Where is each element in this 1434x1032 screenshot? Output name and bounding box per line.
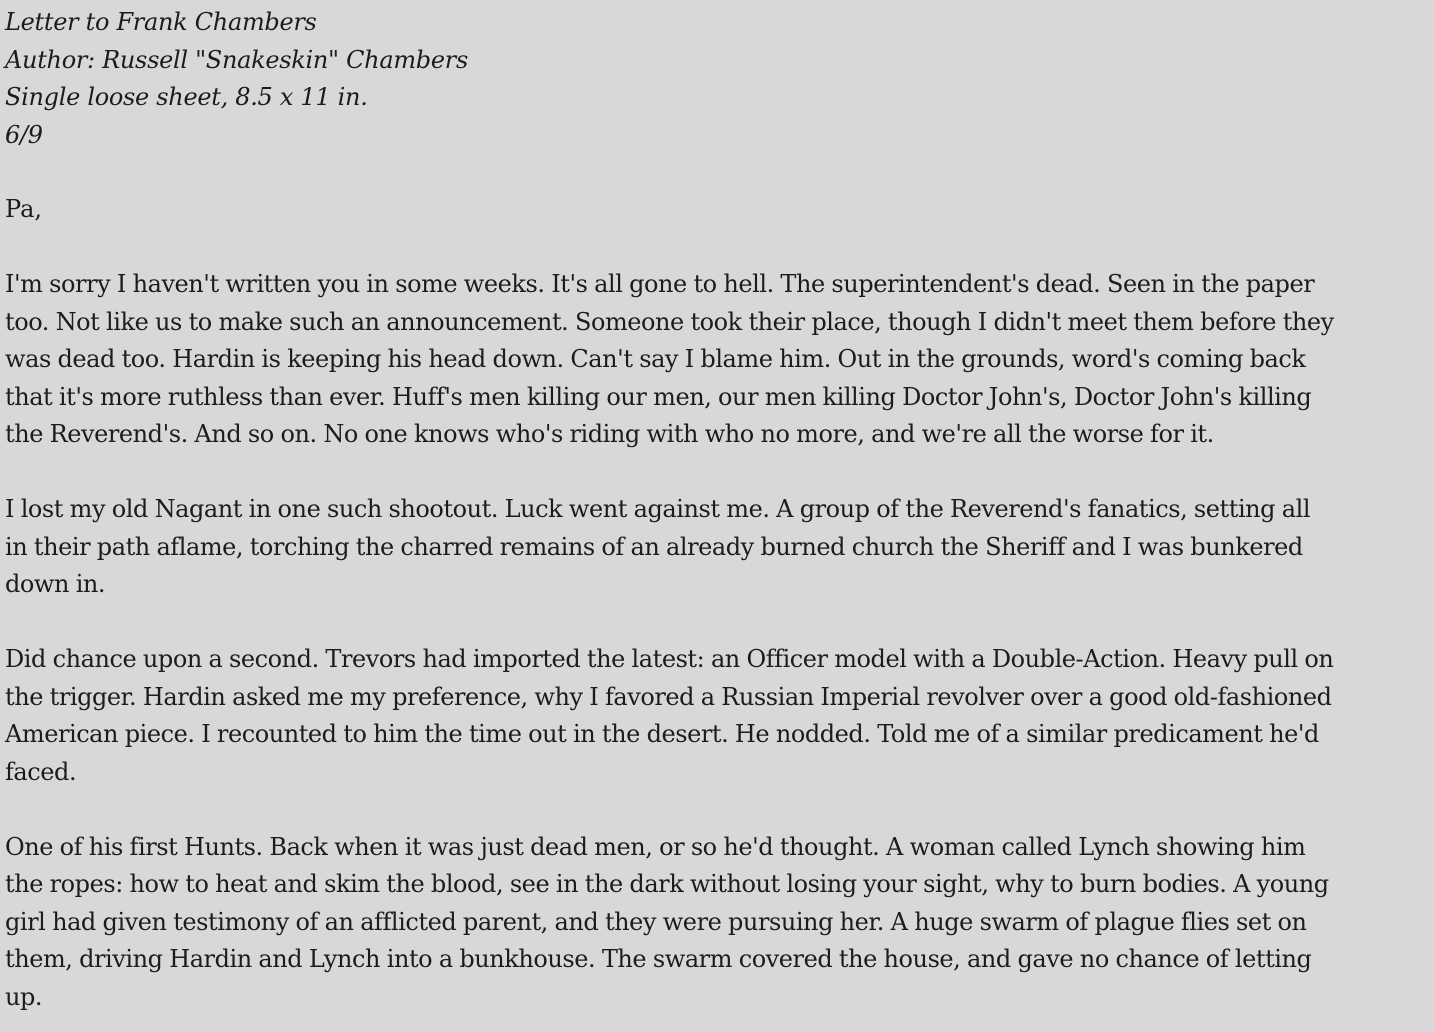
paragraph-line: faced.: [5, 757, 77, 786]
letter-paragraph: [5, 829, 1426, 1017]
letter-salutation: Pa,: [5, 195, 43, 223]
paragraph-line: girl had given testimony of an afflicted parent, and they were pursuing her. A huge swarm of plague flies set on: [5, 907, 1307, 936]
document-header: [5, 4, 1426, 154]
paragraph-line: in their path aflame, torching the charred remains of an already burned church the Sheriff and I was bunkered: [5, 532, 1303, 561]
paragraph-line: the trigger. Hardin asked me my preference, why I favored a Russian Imperial revolver over a good old-fashioned: [5, 682, 1332, 711]
page-number: 6/9: [5, 120, 43, 149]
paragraph-line: them, driving Hardin and Lynch into a bunkhouse. The swarm covered the house, and gave no chance of letting: [5, 945, 1312, 973]
paragraph-line: down in.: [5, 570, 106, 598]
paragraph-line: American piece. I recounted to him the time out in the desert. He nodded. Told me of a similar predicament he'd: [5, 720, 1319, 748]
paragraph-line: the ropes: how to heat and skim the blood, see in the dark without losing your sight, why to burn bodies. A young: [5, 870, 1329, 898]
paragraph-line: too. Not like us to make such an announcement. Someone took their place, though I didn't meet them before they: [5, 307, 1334, 336]
paragraph-line: One of his first Hunts. Back when it was just dead men, or so he'd thought. A woman called Lynch showing him: [5, 832, 1306, 861]
letter-paragraph: [5, 266, 1426, 454]
letter-paragraph: [5, 491, 1426, 604]
letter-paragraph: [5, 641, 1426, 791]
paragraph-line: was dead too. Hardin is keeping his head down. Can't say I blame him. Out in the grounds, word's coming back: [5, 345, 1306, 373]
paragraph-line: that it's more ruthless than ever. Huff's men killing our men, our men killing Doctor John's, Doctor John's killing: [5, 382, 1312, 411]
document-format: Single loose sheet, 8.5 x 11 in.: [5, 83, 368, 111]
paragraph-line: the Reverend's. And so on. No one knows who's riding with who no more, and we're all the worse for it.: [5, 420, 1214, 448]
paragraph-line: up.: [5, 982, 43, 1011]
document-author: Author: Russell "Snakeskin" Chambers: [5, 45, 468, 74]
paragraph-line: I'm sorry I haven't written you in some weeks. It's all gone to hell. The superintendent's dead. Seen in the paper: [5, 270, 1315, 298]
paragraph-line: Did chance upon a second. Trevors had imported the latest: an Officer model with a Double-Action. Heavy pull on: [5, 645, 1334, 673]
document-title: Letter to Frank Chambers: [5, 8, 317, 36]
paragraph-line: I lost my old Nagant in one such shootout. Luck went against me. A group of the Reverend's fanatics, setting all: [5, 495, 1311, 523]
